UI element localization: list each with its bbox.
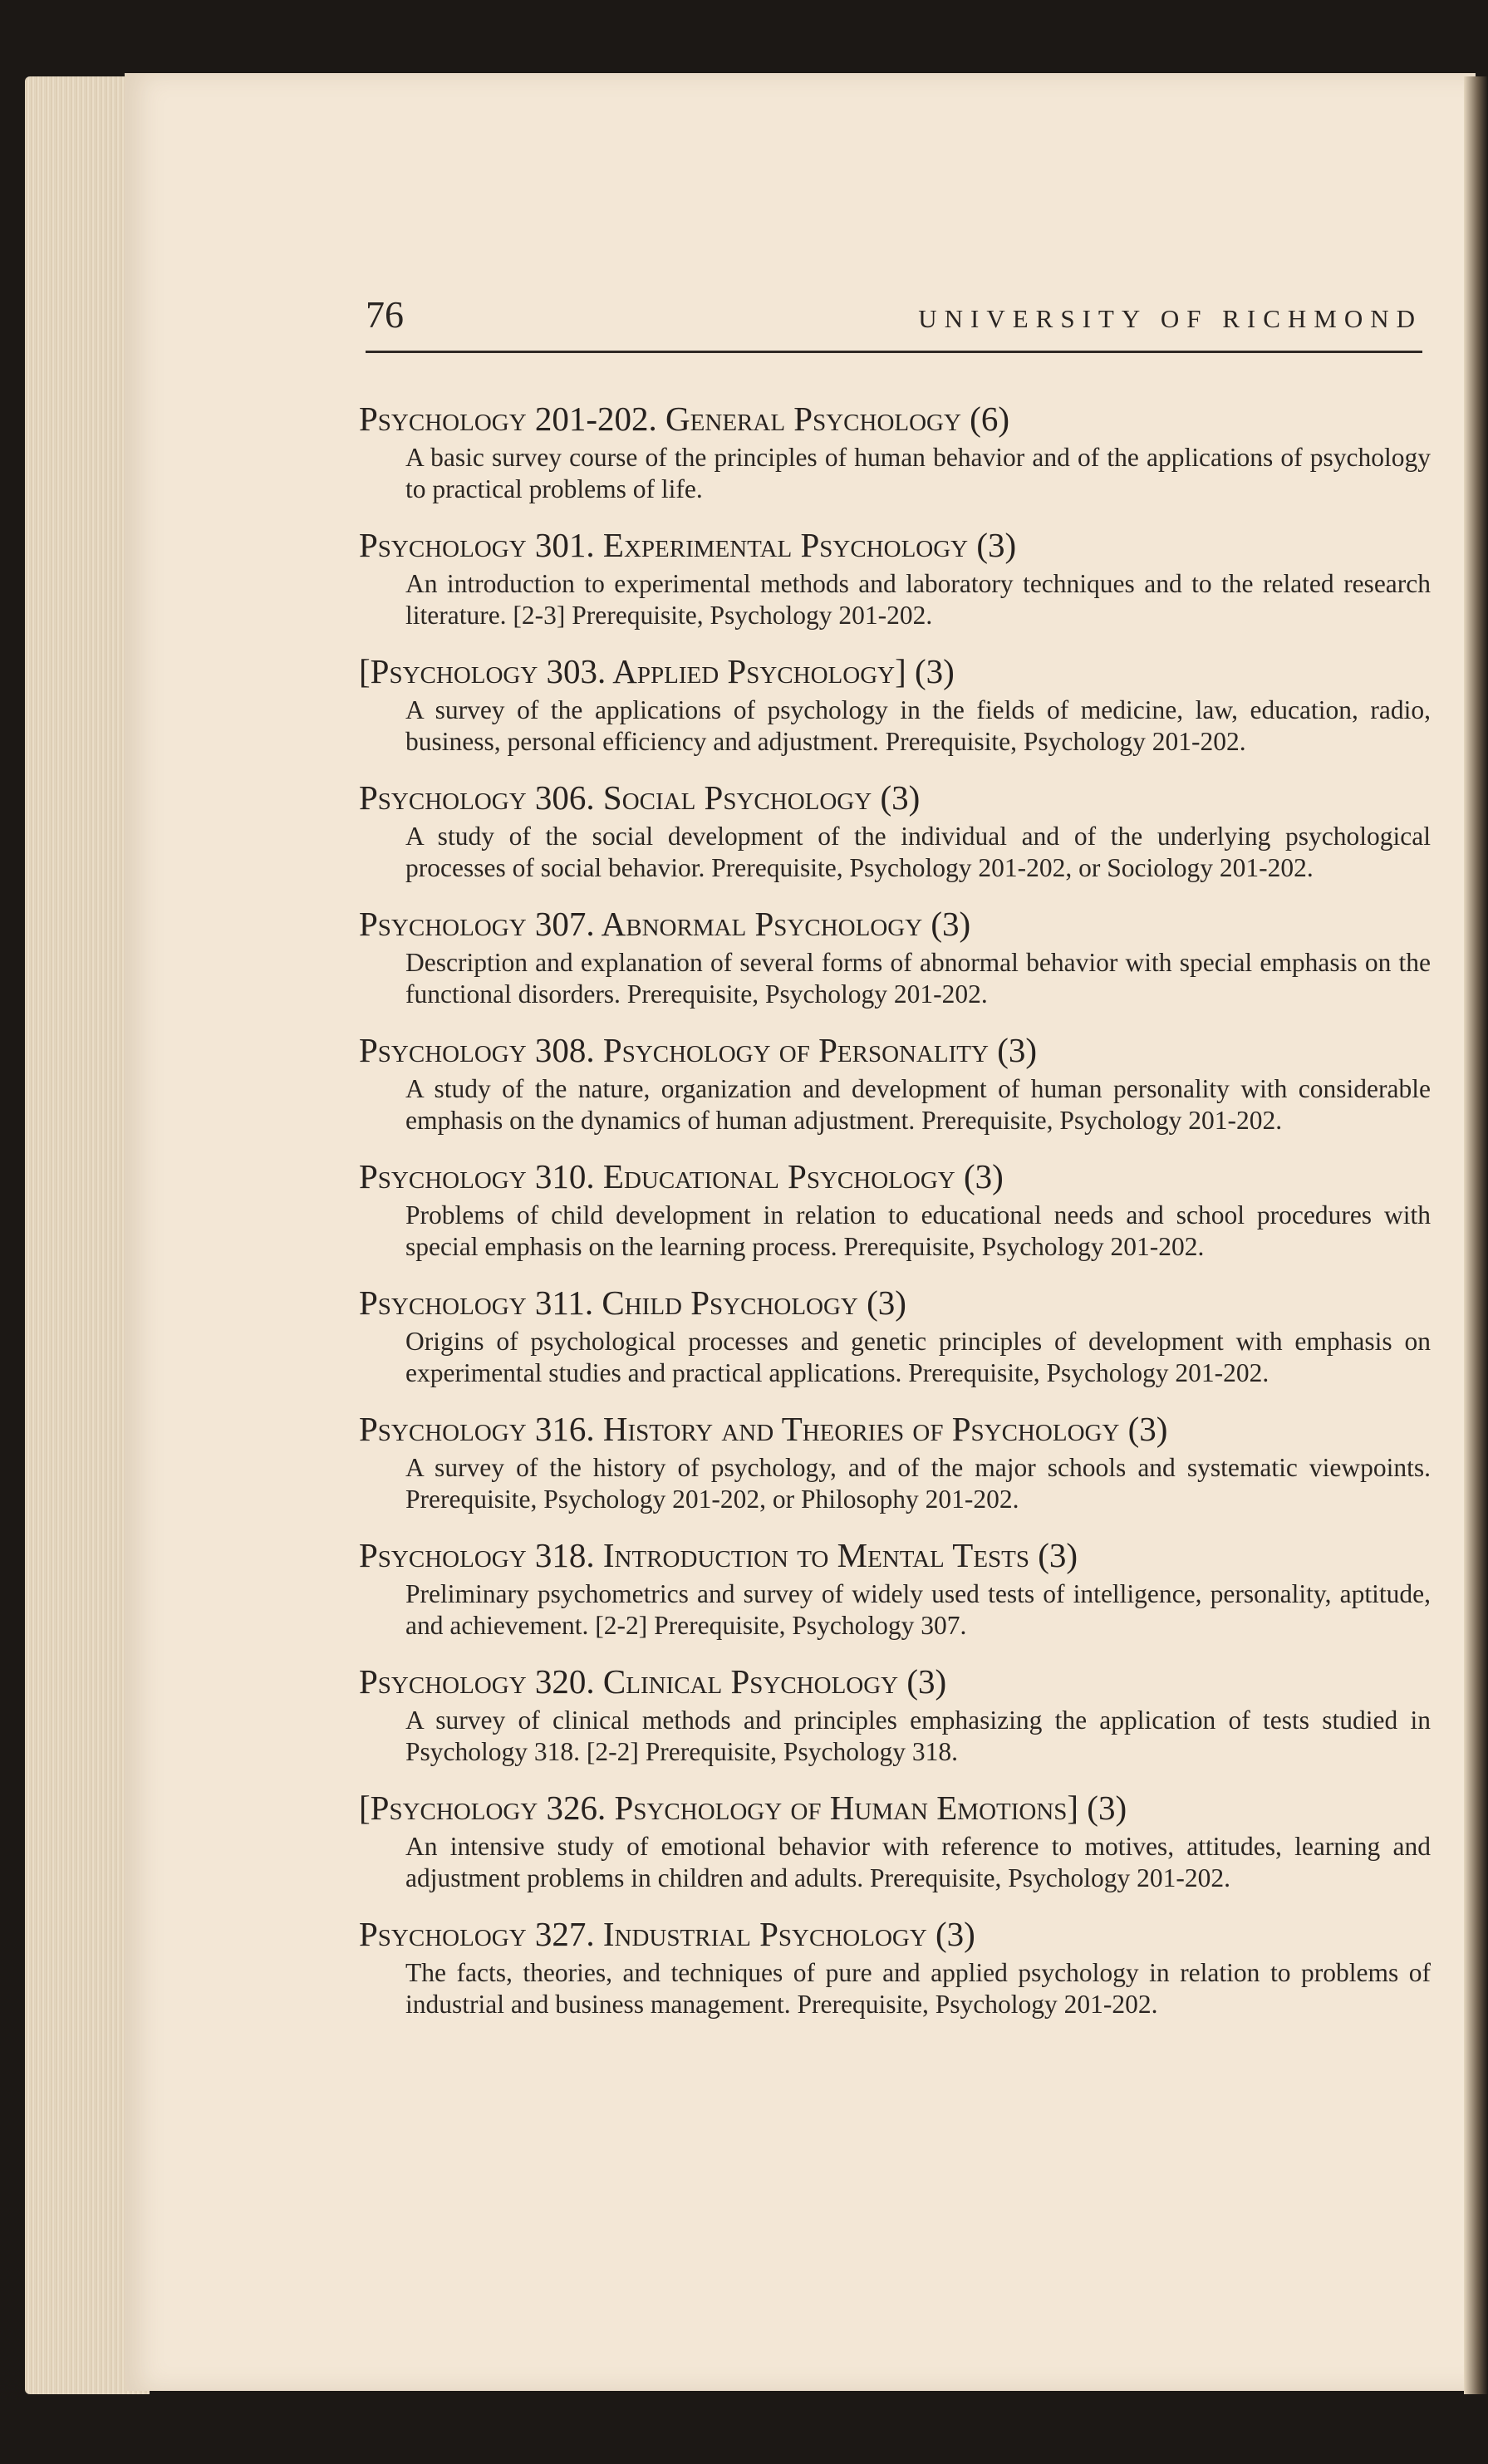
course-title: Psychology 327. Industrial Psychology (3) [359,1915,975,1953]
course-title: [Psychology 303. Applied Psychology] (3) [359,652,955,690]
course-description: Origins of psychological processes and genetic principles of development with emphasis on experimental studies and practical applications. Prerequisite, Psychology 201-202. [405,1327,1431,1387]
course-title: Psychology 316. History and Theories of Psychology (3) [359,1410,1168,1448]
course-description: A study of the social development of the individual and of the underlying psychological processes of social behavior. Prerequisite, Psychology 201-202, or Sociology 201-202. [405,822,1431,882]
course-title: [Psychology 326. Psychology of Human Emotions] (3) [359,1789,1127,1827]
course-entry [359,397,1431,505]
course-entry [359,1407,1431,1515]
course-title: Psychology 311. Child Psychology (3) [359,1284,906,1322]
course-description: Problems of child development in relation to educational needs and school procedures with special emphasis on the learning process. Prerequisite, Psychology 201-202. [405,1200,1431,1261]
course-title: Psychology 310. Educational Psychology (3) [359,1157,1004,1195]
course-entry [359,1534,1431,1642]
course-entry [359,650,1431,758]
course-description: Preliminary psychometrics and survey of widely used tests of intelligence, personality, aptitude, and achievement. [2-2] Prerequisite, Psychology 307. [405,1579,1431,1640]
course-entry [359,1912,1431,2020]
course-entry [359,776,1431,884]
course-entry [359,1786,1431,1894]
course-title: Psychology 307. Abnormal Psychology (3) [359,905,971,943]
binding-shadow [1464,76,1488,2394]
course-list [359,397,1431,2039]
course-entry [359,902,1431,1010]
course-description: A basic survey course of the principles of human behavior and of the applications of psychology to practical problems of life. [405,443,1431,503]
running-head: UNIVERSITY OF RICHMOND [918,304,1422,333]
course-entry [359,523,1431,631]
course-description: Description and explanation of several forms of abnormal behavior with special emphasis on the functional disorders. Prerequisite, Psychology 201-202. [405,948,1431,1009]
page-number: 76 [366,293,404,336]
course-description: A survey of the applications of psychology in the fields of medicine, law, education, radio, business, personal efficiency and adjustment. Prerequisite, Psychology 201-202. [405,695,1431,756]
course-entry [359,1281,1431,1389]
course-title: Psychology 306. Social Psychology (3) [359,778,921,817]
course-title: Psychology 301. Experimental Psychology (3) [359,526,1017,564]
page-header [366,292,1422,352]
header-rule [366,351,1422,353]
course-entry [359,1028,1431,1136]
course-description: The facts, theories, and techniques of pure and applied psychology in relation to problems of industrial and business management. Prerequisite, Psychology 201-202. [405,1958,1431,2019]
course-title: Psychology 318. Introduction to Mental Tests (3) [359,1536,1078,1574]
course-entry [359,1660,1431,1768]
course-title: Psychology 320. Clinical Psychology (3) [359,1662,947,1701]
course-description: An introduction to experimental methods and laboratory techniques and to the related research literature. [2-3] Prerequisite, Psychology 201-202. [405,569,1431,630]
course-entry [359,1155,1431,1263]
course-description: A study of the nature, organization and development of human personality with considerable emphasis on the dynamics of human adjustment. Prerequisite, Psychology 201-202. [405,1074,1431,1135]
course-description: A survey of clinical methods and principles emphasizing the application of tests studied in Psychology 318. [2-2] Prerequisite, Psychology 318. [405,1706,1431,1766]
course-description: An intensive study of emotional behavior with reference to motives, attitudes, learning and adjustment problems in children and adults. Prerequisite, Psychology 201-202. [405,1832,1431,1892]
course-title: Psychology 201-202. General Psychology (6) [359,400,1009,438]
course-description: A survey of the history of psychology, and of the major schools and systematic viewpoints. Prerequisite, Psychology 201-202, or Philosophy 201-202. [405,1453,1431,1514]
course-title: Psychology 308. Psychology of Personality (3) [359,1031,1038,1069]
